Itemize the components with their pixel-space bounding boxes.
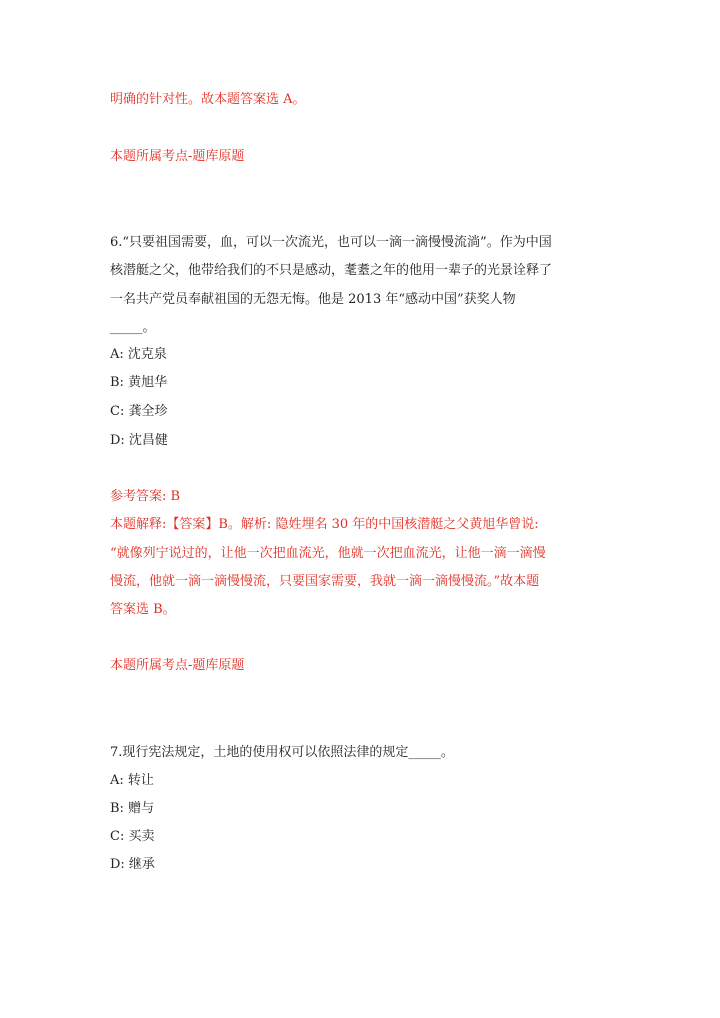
q6-explanation-line-2: “就像列宁说过的，让他一次把血流光，他就一次把血流光，让他一滴一滴慢	[110, 546, 546, 561]
q6-stem-line-4: _____。	[110, 320, 156, 335]
q6-option-a: A: 沈克泉	[110, 347, 167, 362]
q5-explanation-end: 明确的针对性。故本题答案选 A。	[110, 92, 306, 107]
q6-option-b: B: 黄旭华	[110, 375, 168, 390]
q7-option-a: A: 转让	[110, 773, 154, 788]
q6-stem-line-2: 核潜艇之父，他带给我们的不只是感动，耄耋之年的他用一辈子的光景诠释了	[110, 263, 553, 278]
q6-answer: 参考答案: B	[110, 489, 181, 504]
q7-option-b: B: 赠与	[110, 801, 155, 816]
q7-option-c: C: 买卖	[110, 829, 155, 844]
q6-source: 本题所属考点-题库原题	[110, 658, 245, 673]
q7-stem: 7.现行宪法规定，土地的使用权可以依照法律的规定_____。	[110, 745, 454, 760]
q6-explanation-line-3: 慢流，他就一滴一滴慢慢流，只要国家需要，我就一滴一滴慢慢流。”故本题	[110, 574, 540, 589]
q6-explanation-line-4: 答案选 B。	[110, 602, 176, 617]
q6-stem-line-3: 一名共产党员奉献祖国的无怨无悔。他是 2013 年“感动中国”获奖人物	[110, 292, 516, 307]
q5-source: 本题所属考点-题库原题	[110, 149, 245, 164]
q7-option-d: D: 继承	[110, 857, 155, 872]
q6-option-d: D: 沈昌健	[110, 433, 168, 448]
q6-option-c: C: 龚全珍	[110, 404, 168, 419]
q6-explanation-line-1: 本题解释:【答案】B。解析: 隐姓埋名 30 年的中国核潜艇之父黄旭华曾说:	[110, 517, 539, 532]
q6-stem-line-1: 6.“只要祖国需要，血，可以一次流光，也可以一滴一滴慢慢流淌”。作为中国	[110, 235, 552, 250]
